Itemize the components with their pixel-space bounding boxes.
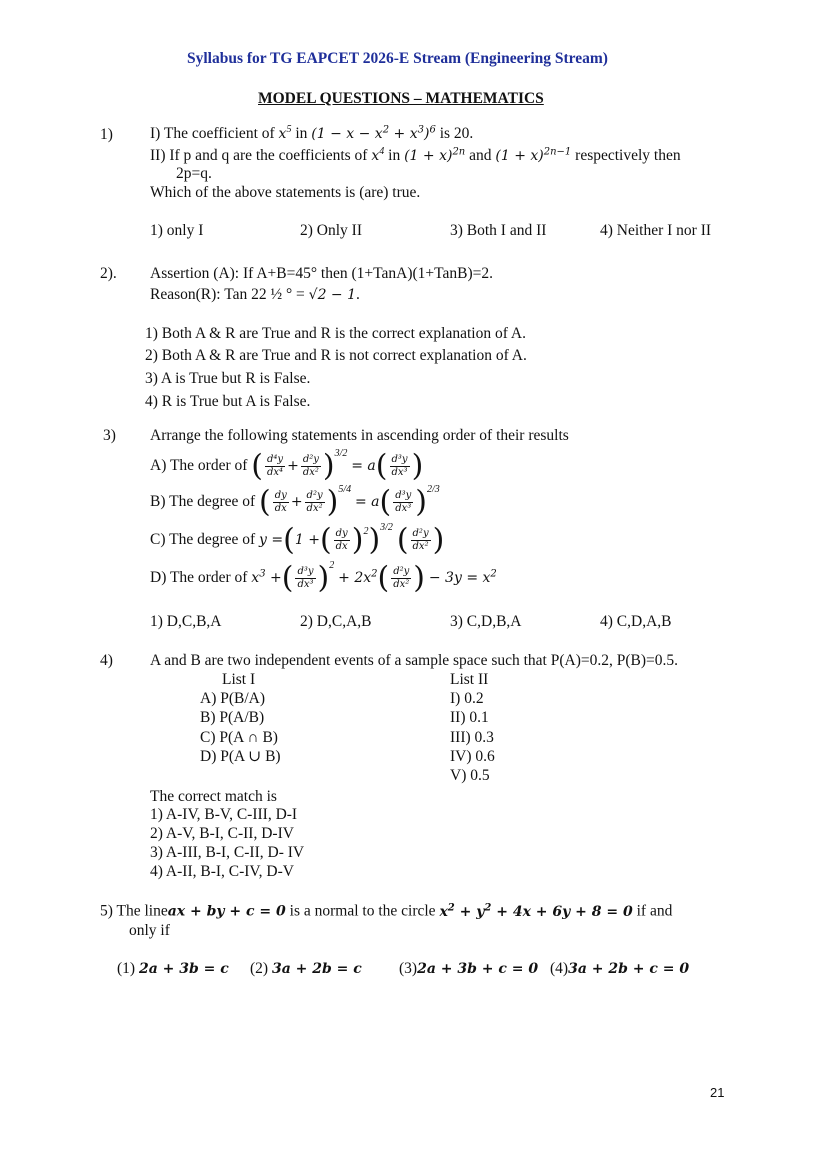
q1-statement-2: II) If p and q are the coefficients of $x^4$ in $(1 + x)^{2n}$ and $(1 + x)^{2n-1}$ respectively then <box>150 146 681 165</box>
q5-option-3: (3)2a + 3b + c = 0 <box>399 960 539 977</box>
q1-statement-2-cont: 2p=q. <box>176 165 212 182</box>
q4-match-prompt: The correct match is <box>150 788 277 805</box>
q1-option-3: 3) Both I and II <box>450 222 547 239</box>
page-number: 21 <box>710 1085 725 1100</box>
q2-option-1: 1) Both A & R are True and R is the correct explanation of A. <box>145 325 526 342</box>
q3-statement-a: A) The order of ( $\frac{\text{d⁴y}}{\text{dx⁴}}$ + $\frac{\text{d²y}}{\text{dx²}}$ )$^{3/2}$ = a( $\frac{\text{d³y}}{\text{dx³}}$ ) <box>150 448 424 484</box>
q4-list2-item-3: III) 0.3 <box>450 729 494 746</box>
q3-number: 3) <box>103 427 116 444</box>
q1-number: 1) <box>100 126 113 143</box>
q3-statement-d: D) The order of $x^3$ +( $\frac{\text{d³y}}{\text{dx³}}$ )$^2 + 2x^2$( $\frac{\text{d²y}}{\text{dx²}}$ ) − $3y = x^2$ <box>150 560 497 596</box>
q4-list2-item-5: V) 0.5 <box>450 767 490 784</box>
q4-prompt: A and B are two independent events of a sample space such that P(A)=0.2, P(B)=0.5. <box>150 652 678 669</box>
q2-option-4: 4) R is True but A is False. <box>145 393 311 410</box>
q4-list2-title: List II <box>450 671 489 688</box>
q5-statement-cont: only if <box>129 922 170 939</box>
q3-prompt: Arrange the following statements in ascending order of their results <box>150 427 569 444</box>
q4-list1-item-d: D) P(A ∪ B) <box>200 748 281 765</box>
q2-option-3: 3) A is True but R is False. <box>145 370 311 387</box>
q5-option-2: (2) 3a + 2b = c <box>250 960 362 977</box>
q2-number: 2). <box>100 265 117 282</box>
syllabus-title: Syllabus for TG EAPCET 2026-E Stream (Engineering Stream) <box>187 50 608 67</box>
q1-option-1: 1) only I <box>150 222 204 239</box>
q2-reason: Reason(R): Tan 22 ½ ° = √2 − 1. <box>150 286 360 303</box>
q4-option-1: 1) A-IV, B-V, C-III, D-I <box>150 806 298 823</box>
section-title: MODEL QUESTIONS – MATHEMATICS <box>258 90 544 107</box>
q4-list1-item-b: B) P(A/B) <box>200 709 265 726</box>
q4-list2-item-2: II) 0.1 <box>450 709 489 726</box>
q3-statement-c: C) The degree of y =(1 +( $\frac{dy}{dx}$ )$^2$)$^{3/2}$ ( $\frac{\text{d²y}}{\text{dx²}}$ ) <box>150 522 445 558</box>
q5-option-4: (4)3a + 2b + c = 0 <box>550 960 690 977</box>
q4-option-4: 4) A-II, B-I, C-IV, D-V <box>150 863 294 880</box>
q4-list2-item-4: IV) 0.6 <box>450 748 495 765</box>
q2-assertion: Assertion (A): If A+B=45° then (1+TanA)(1+TanB)=2. <box>150 265 494 282</box>
q5-statement: 5) The lineax + by + c = 0 is a normal to the circle $x^2 + y^2 + 4x + 6y + 8 = 0$ if and <box>100 902 673 920</box>
q3-option-2: 2) D,C,A,B <box>300 613 372 630</box>
q3-option-1: 1) D,C,B,A <box>150 613 222 630</box>
q4-list1-item-c: C) P(A ∩ B) <box>200 729 278 746</box>
q4-option-3: 3) A-III, B-I, C-II, D- IV <box>150 844 305 861</box>
q3-option-4: 4) C,D,A,B <box>600 613 672 630</box>
q4-list1-title: List I <box>222 671 256 688</box>
q1-prompt: Which of the above statements is (are) true. <box>150 184 421 201</box>
q1-option-2: 2) Only II <box>300 222 362 239</box>
q5-option-1: (1) 2a + 3b = c <box>117 960 229 977</box>
q3-option-3: 3) C,D,B,A <box>450 613 522 630</box>
q4-option-2: 2) A-V, B-I, C-II, D-IV <box>150 825 294 842</box>
q4-list2-item-1: I) 0.2 <box>450 690 484 707</box>
q1-option-4: 4) Neither I nor II <box>600 222 712 239</box>
q1-statement-1: I) The coefficient of $x^5$ in $(1 - x - x^2 + x^3)^6$ is 20. <box>150 124 474 143</box>
q3-statement-b: B) The degree of ( $\frac{dy}{dx}$ + $\frac{\text{d²y}}{\text{dx²}}$ )$^{5/4}$ = a( $\frac{\text{d³y}}{\text{dx³}}$ )$^{2/3}$ <box>150 484 440 520</box>
q2-option-2: 2) Both A & R are True and R is not correct explanation of A. <box>145 347 527 364</box>
q4-number: 4) <box>100 652 113 669</box>
q4-list1-item-a: A) P(B/A) <box>200 690 266 707</box>
